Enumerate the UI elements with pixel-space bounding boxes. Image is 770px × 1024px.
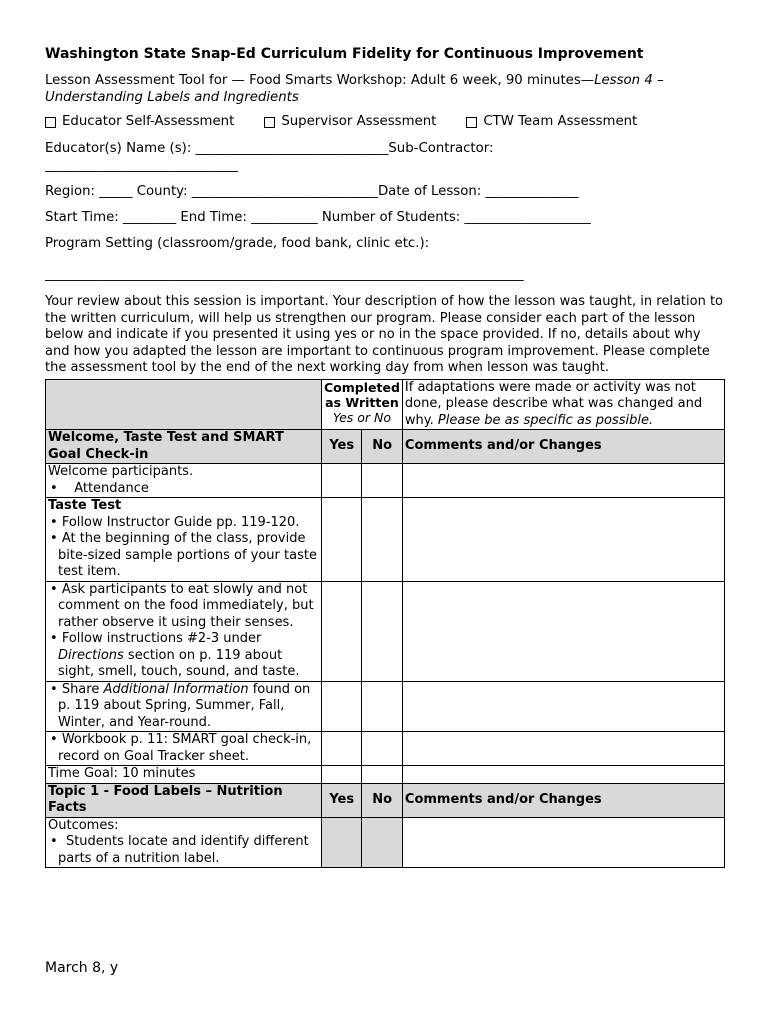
table-row: Welcome participants. • Attendance [46,464,725,498]
no-cell[interactable] [362,681,402,732]
educator-name-continuation[interactable]: _____________________________ [45,158,238,173]
yes-header: Yes [322,430,362,464]
no-cell[interactable] [362,817,402,868]
program-setting-label: Program Setting (classroom/grade, food bank, clinic etc.): [45,236,430,251]
yes-cell[interactable] [322,766,362,784]
comment-cell[interactable] [402,681,724,732]
yes-cell[interactable] [322,732,362,766]
table-row: Time Goal: 10 minutes [46,766,725,784]
yes-cell[interactable] [322,817,362,868]
yes-cell[interactable] [322,498,362,582]
comment-cell[interactable] [402,817,724,868]
no-header: No [362,783,402,817]
no-cell[interactable] [362,732,402,766]
section-header-row [46,430,725,464]
table-row: • Workbook p. 11: SMART goal check-in, record on Goal Tracker sheet. [46,732,725,766]
section-title: Topic 1 - Food Labels – Nutrition Facts [46,783,322,817]
no-cell[interactable] [362,766,402,784]
page-footer-date: March 8, y [45,960,119,976]
program-setting-field[interactable]: ________________________________________________________________________ [45,267,524,282]
checkbox-icon[interactable] [45,117,56,128]
adaptation-instructions: If adaptations were made or activity was not done, please describe what was changed and why. Please be as specific as possible. [402,379,724,430]
comment-cell[interactable] [402,498,724,582]
no-header: No [362,430,402,464]
table-row: Outcomes: • Students locate and identify different parts of a nutrition label. [46,817,725,868]
comment-cell[interactable] [402,464,724,498]
no-cell[interactable] [362,464,402,498]
table-row: • Ask participants to eat slowly and not comment on the food immediately, but rather observe it using their senses. • Follow instructions #2-3 under Directions section on p. 119 about sight, smell, touch, sound, and taste. [46,581,725,681]
comment-cell[interactable] [402,766,724,784]
time-students-field[interactable]: Start Time: ________ End Time: __________ Number of Students: ___________________ [45,210,591,225]
comment-cell[interactable] [402,732,724,766]
educator-name-field[interactable]: Educator(s) Name (s): _____________________________Sub-Contractor: [45,141,494,156]
region-county-date-field[interactable]: Region: _____ County: ____________________________Date of Lesson: ______________ [45,184,579,199]
header-blank-cell [46,379,322,430]
section-header-row [46,783,725,817]
table-row: • Share Additional Information found on p. 119 about Spring, Summer, Fall, Winter, and Year-round. [46,681,725,732]
comments-header: Comments and/or Changes [402,430,724,464]
yes-cell[interactable] [322,464,362,498]
document-title: Washington State Snap-Ed Curriculum Fidelity for Continuous Improvement [45,46,644,62]
table-row: Taste Test • Follow Instructor Guide pp. 119-120. • At the beginning of the class, provide bite-sized sample portions of your taste test item. [46,498,725,582]
document-page [45,44,725,868]
no-cell[interactable] [362,581,402,681]
checkbox-educator[interactable]: Educator Self-Assessment [45,113,234,131]
yes-header: Yes [322,783,362,817]
checkbox-ctw-team[interactable]: CTW Team Assessment [466,113,637,131]
assessment-table [45,379,725,869]
subtitle-lesson: Lesson 4 – Understanding Labels and Ingredients [45,73,664,105]
subtitle-main: Lesson Assessment Tool for — Food Smarts Workshop: Adult 6 week, 90 minutes— [45,73,595,88]
checkbox-icon[interactable] [264,117,275,128]
comment-cell[interactable] [402,581,724,681]
intro-paragraph: Your review about this session is important. Your description of how the lesson was taught, in relation to the written curriculum, will help us strengthen our program. Please consider each part of the lesson below and indicate if you presented it using yes or no in the space provided. If no, details about why and how you adapted the lesson are important to continuous program improvement. Please complete the assessment tool by the end of the next working day from when lesson was taught. [45,294,723,375]
checkbox-icon[interactable] [466,117,477,128]
no-cell[interactable] [362,498,402,582]
table-header-row [46,379,725,430]
lesson-subtitle [45,72,725,106]
section-title: Welcome, Taste Test and SMART Goal Check-in [46,430,322,464]
yes-cell[interactable] [322,581,362,681]
completed-header: Completed as Written Yes or No [322,379,403,430]
comments-header: Comments and/or Changes [402,783,724,817]
yes-cell[interactable] [322,681,362,732]
assessment-type-options [45,113,725,131]
checkbox-supervisor[interactable]: Supervisor Assessment [264,113,436,131]
